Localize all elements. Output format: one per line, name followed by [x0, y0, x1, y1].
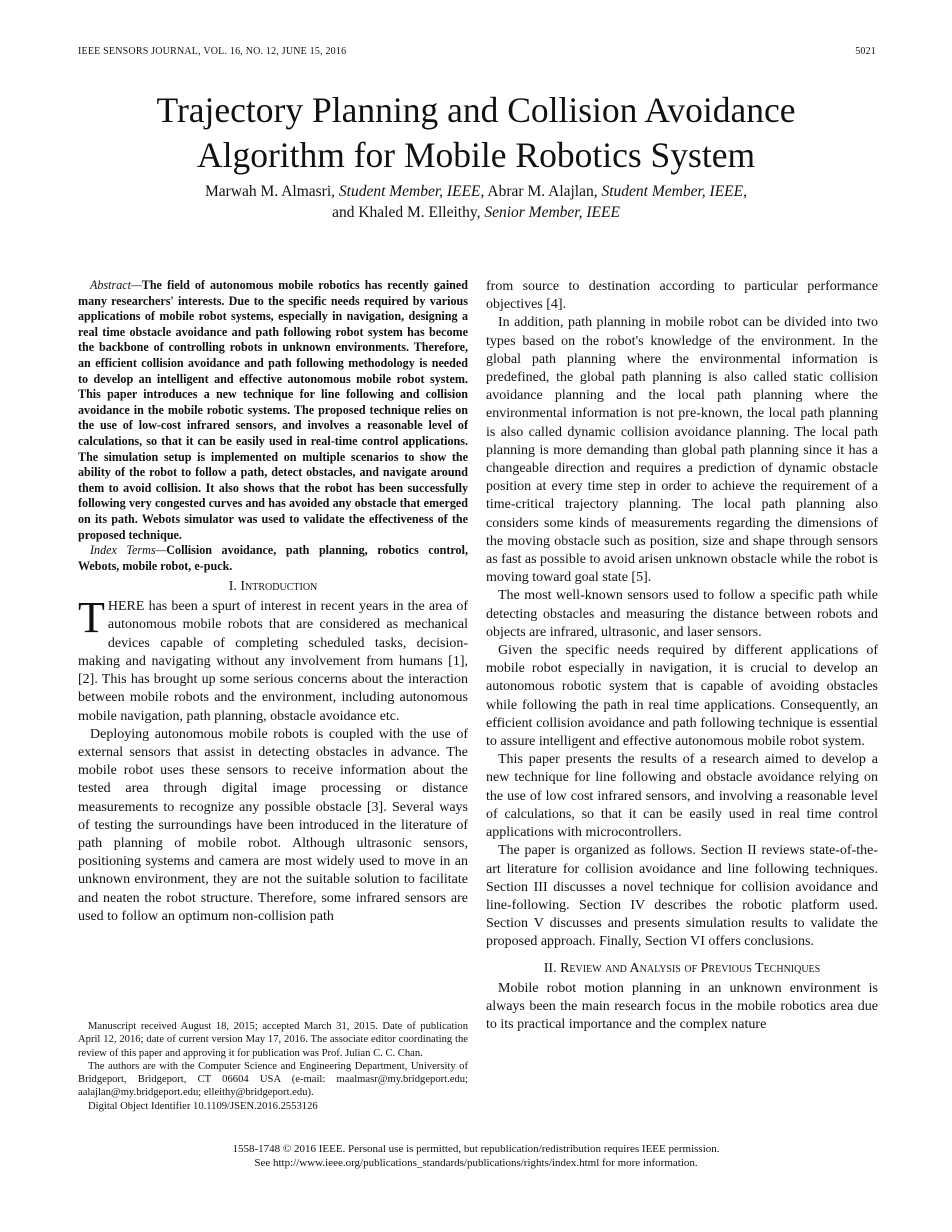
- page-number: 5021: [855, 46, 876, 57]
- author: Marwah M. Almasri,: [205, 183, 336, 200]
- footnote-doi: Digital Object Identifier 10.1109/JSEN.2016.2553126: [88, 1100, 318, 1112]
- copyright-line: See http://www.ieee.org/publications_standards/publications/rights/index.html for more information.: [254, 1157, 698, 1169]
- running-header: IEEE SENSORS JOURNAL, VOL. 16, NO. 12, JUNE 15, 2016: [78, 46, 347, 57]
- footnote-affiliation: The authors are with the Computer Science and Engineering Department, University of Bridgeport, Bridgeport, CT 06604 USA (e-mail: maalmasr@my.bridgeport.edu; aalajlan@my.bridgeport.edu; elleithy@bridgeport.edu).: [78, 1060, 468, 1099]
- author: Abrar M. Alajlan,: [487, 183, 598, 200]
- author-role: Senior Member, IEEE: [484, 204, 620, 221]
- copyright-notice: [0, 1142, 952, 1170]
- drop-cap: T: [78, 593, 105, 643]
- paragraph-text: HERE has been a spurt of interest in recent years in the area of autonomous mobile robots that are considered as mechanical devices capable of completing scheduled tasks, decision-making and navigating without any involvement from humans [1], [2]. This has brought up some serious concerns about the interaction between mobile robots and the environment, including autonomous mobile navigation, path planning, obstacle avoidance etc.: [78, 599, 468, 724]
- index-terms: [78, 543, 468, 574]
- author: and Khaled M. Elleithy,: [332, 204, 481, 221]
- abstract-text: The field of autonomous mobile robotics has recently gained many researchers' interests. Due to the specific needs required by various applications of mobile robot systems, especially in navigation, designing a real time obstacle avoidance and path following robot system has become the backbone of controlling robots in unknown environments. Therefore, an efficient collision avoidance and path following methodology is needed to develop an intelligent and effective autonomous mobile robot system. This paper introduces a new technique for line following and collision avoidance in the mobile robotic systems. The proposed technique relies on the use of low-cost infrared sensors, and involves a reasonable level of calculations, so that it can be easily used in real-time control applications. The simulation setup is implemented on multiple scenarios to show the ability of the robot to follow a path, detect obstacles, and navigate around them to avoid collision. It also shows that the robot has been successfully following very congested curves and has avoided any obstacle that emerged on its path. Webots simulator was used to validate the effectiveness of the proposed technique.: [78, 278, 468, 542]
- section-heading: II. Review and Analysis of Previous Techniques: [543, 960, 821, 976]
- title-line: Algorithm for Mobile Robotics System: [196, 135, 756, 175]
- abstract-label: Abstract—: [90, 278, 142, 292]
- footnote-manuscript: Manuscript received August 18, 2015; accepted March 31, 2015. Date of publication April 12, 2016; date of current version May 17, 2016. The associate editor coordinating the review of this paper and approving it for publication was Prof. Julian C. C. Chan.: [78, 1021, 468, 1059]
- paper-title: [0, 88, 952, 178]
- abstract: [78, 278, 468, 543]
- author-role: Student Member, IEEE: [338, 183, 481, 200]
- title-line: Trajectory Planning and Collision Avoidance: [156, 90, 796, 130]
- right-column: [486, 278, 878, 1034]
- footnote: [78, 1020, 468, 1113]
- paragraph: [78, 593, 468, 725]
- copyright-line: 1558-1748 © 2016 IEEE. Personal use is permitted, but republication/redistribution requires IEEE permission.: [232, 1143, 720, 1155]
- paragraph: Given the specific needs required by different applications of mobile robot especially in navigation, it is crucial to develop an autonomous robotic system that is capable of avoiding obstacles while following the path in real time applications. Consequently, an efficient collision avoidance and path following technique is essential to assure intelligent and effective autonomous mobile robot system.: [486, 643, 878, 750]
- paragraph: from source to destination according to particular performance objectives [4].: [486, 279, 878, 313]
- index-terms-text: Collision avoidance, path planning, robotics control, Webots, mobile robot, e-puck.: [78, 543, 468, 573]
- paragraph: Deploying autonomous mobile robots is coupled with the use of external sensors that assist in detecting obstacles in advance. The mobile robot uses these sensors to receive information about the tested area through digital image processing or distance measurements to recognize any possible obstacle [3]. Several ways of testing the surroundings have been introduced in the literature of path planning of mobile robot. Although ultrasonic sensors, positioning systems and camera are most widely used to move in an unknown environment, they are not the suitable solution to facilitate and neaten the robot structure. Therefore, some infrared sensors are used to follow an optimum non-collision path: [78, 726, 468, 924]
- index-terms-label: Index Terms—: [90, 543, 167, 558]
- author-list: Marwah M. Almasri, Student Member, IEEE, Abrar M. Alajlan, Student Member, IEEE, and Khaled M. Elleithy, Senior Member, IEEE: [205, 183, 747, 221]
- author-role: Student Member, IEEE: [601, 183, 744, 200]
- paragraph: In addition, path planning in mobile robot can be divided into two types based on the robot's knowledge of the environment. In the global path planning where the environmental information is predefined, the global path planning is also called static collision avoidance planning and the local path planning where the environmental information is not pre-known, the local path planning is also called dynamic collision avoidance planning. The local path planning is more demanding than global path planning since it has a changeable direction and requires a prediction of dynamic obstacle position at every time step in order to achieve the requirement of a time-critical trajectory planning. The local path planning also considers some kinds of measurements regarding the dimensions of the moving obstacle such as position, size and shape through sensors as fast as possible to avoid arisen unknown obstacle while the robot is moving toward goal state [5].: [486, 315, 878, 586]
- paragraph: This paper presents the results of a research aimed to develop a new technique for line following and obstacle avoidance relying on the use of low cost infrared sensors, and involving a reasonable level of calculations, so that it can be easily used in real time control applications with microcontrollers.: [486, 752, 878, 841]
- section-heading: I. Introduction: [228, 579, 318, 595]
- paragraph: Mobile robot motion planning in an unknown environment is always been the main research focus in the mobile robotics area due to its practical importance and the complex nature: [486, 980, 878, 1032]
- paragraph: The most well-known sensors used to follow a specific path while detecting obstacles and measuring the distance between robots and objects are infrared, ultrasonic, and laser sensors.: [486, 588, 878, 640]
- left-column: [78, 278, 468, 926]
- paragraph: The paper is organized as follows. Section II reviews state-of-the-art literature for collision avoidance and line following techniques. Section III discusses a novel technique for collision avoidance and line-following. Section IV describes the robotic platform used. Section V discusses and presents simulation results to validate the proposed approach. Finally, Section VI offers conclusions.: [486, 843, 878, 950]
